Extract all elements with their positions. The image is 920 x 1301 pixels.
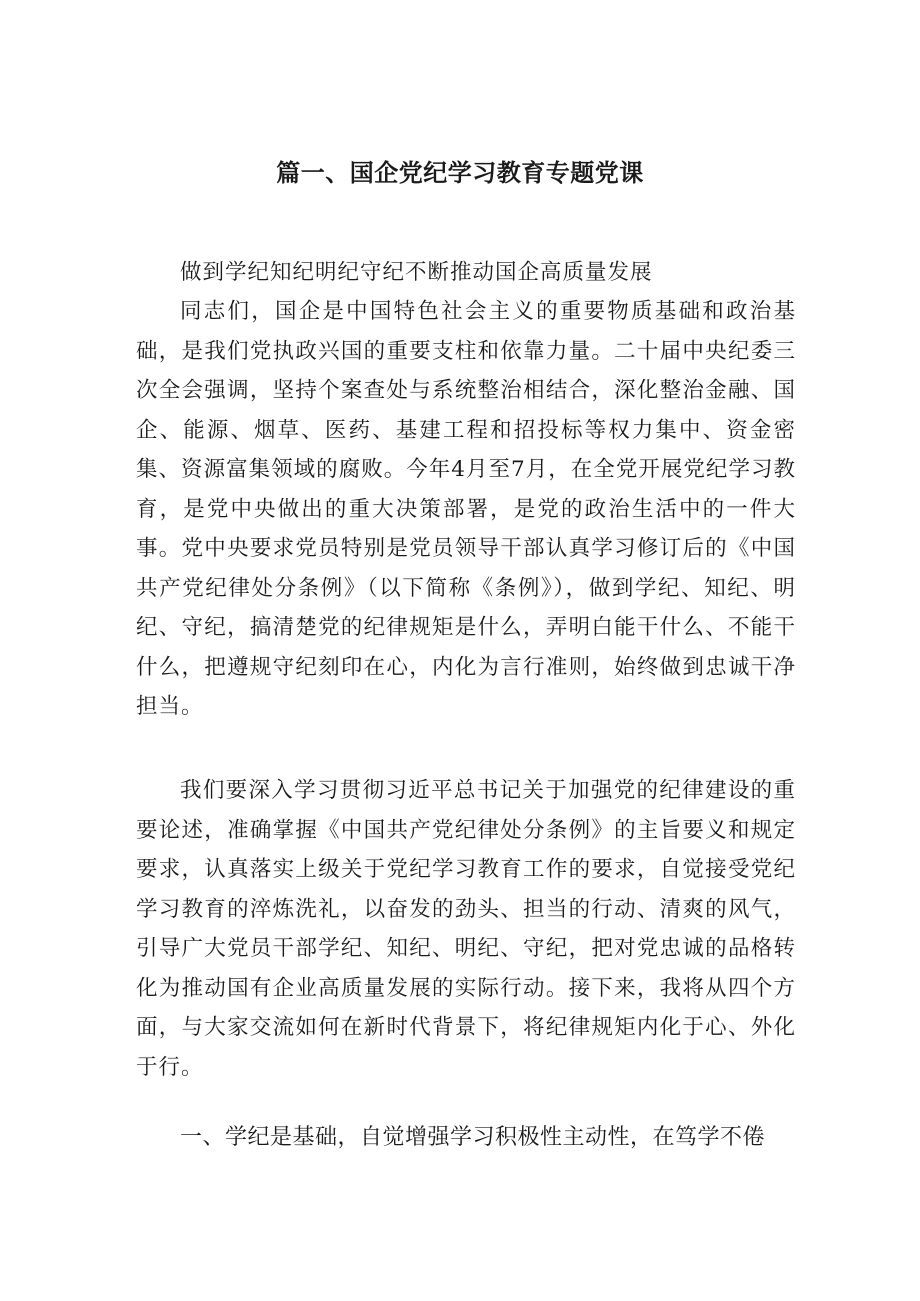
paragraph-2: 我们要深入学习贯彻习近平总书记关于加强党的纪律建设的重要论述，准确掌握《中国共产党纪律处分条例》的主旨要义和规定要求，认真落实上级关于党纪学习教育工作的要求，自觉接受党纪学习教育的淬炼洗礼，以奋发的劲头、担当的行动、清爽的风气，引导广大党员干部学纪、知纪、明纪、守纪，把对党忠诚的品格转化为推动国有企业高质量发展的实际行动。接下来，我将从四个方面，与大家交流如何在新时代背景下，将纪律规矩内化于心、外化于行。	[136, 778, 796, 1080]
document-title: 篇一、国企党纪学习教育专题党课	[276, 159, 644, 187]
document-subtitle: 做到学纪知纪明纪守纪不断推动国企高质量发展	[180, 260, 653, 285]
paragraph-1: 同志们，国企是中国特色社会主义的重要物质基础和政治基础，是我们党执政兴国的重要支柱和依靠力量。二十届中央纪委三次全会强调，坚持个案查处与系统整治相结合，深化整治金融、国企、能源、烟草、医药、基建工程和招投标等权力集中、资金密集、资源富集领域的腐败。今年4月至7月，在全党开展党纪学习教育，是党中央做出的重大决策部署，是党的政治生活中的一件大事。党中央要求党员特别是党员领导干部认真学习修订后的《中国共产党纪律处分条例》（以下简称《条例》），做到学纪、知纪、明纪、守纪，搞清楚党的纪律规矩是什么，弄明白能干什么、不能干什么，把遵规守纪刻印在心，内化为言行准则，始终做到忠诚干净担当。	[136, 299, 796, 719]
section-heading-1: 一、学纪是基础，自觉增强学习积极性主动性，在笃学不倦	[180, 1125, 766, 1150]
